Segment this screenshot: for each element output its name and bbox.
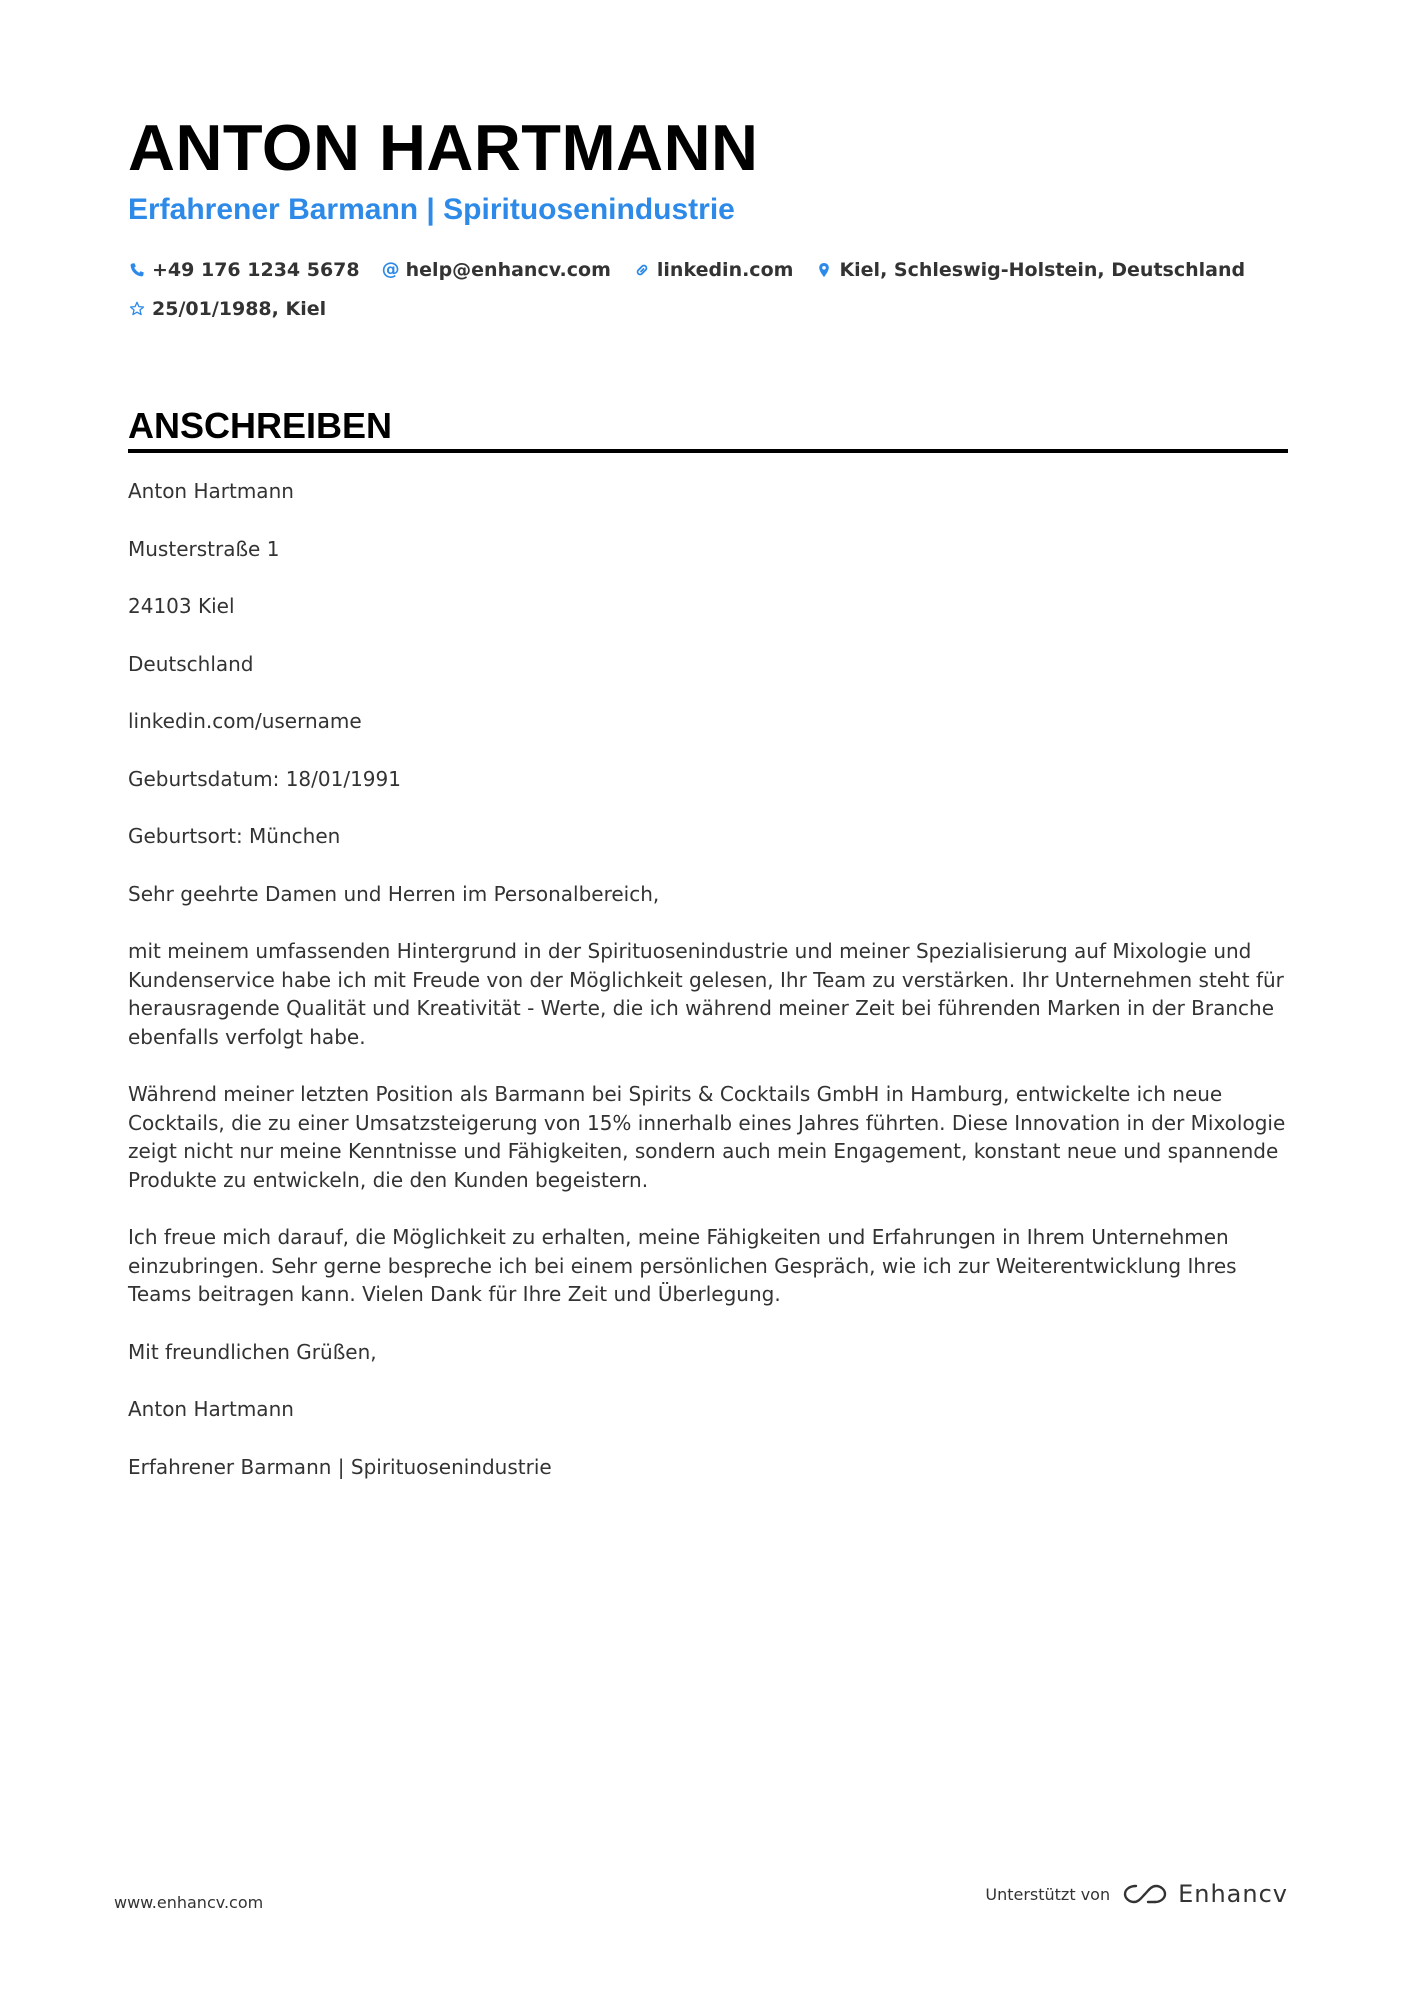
letter-paragraph: Erfahrener Barmann | Spirituosenindustrie (128, 1454, 552, 1479)
birth-text: 25/01/1988, Kiel (152, 298, 327, 320)
contact-birth (128, 298, 326, 320)
section-title: ANSCHREIBEN (128, 405, 393, 446)
location-pin-icon (815, 261, 833, 279)
letter-paragraph: Deutschland (128, 651, 254, 676)
letter-paragraph: linkedin.com/username (128, 709, 362, 733)
letter-paragraph: 24103 Kiel (128, 594, 235, 618)
contact-row-2 (128, 291, 1288, 327)
section-divider (128, 449, 1288, 453)
letter-paragraph: Ich freue mich darauf, die Möglichkeit zu erhalten, meine Fähigkeiten und Erfahrungen in Ihrem Unternehmen einzubringen. Sehr gerne bespreche ich bei einem persönlichen Gespräch, wie ich zur Weiterentwicklung Ihres Teams beitragen kann. Vielen Dank für Ihre Zeit und Überlegung. (128, 1225, 1237, 1306)
footer-url: www.enhancv.com (114, 1893, 264, 1912)
letter-paragraph: Geburtsdatum: 18/01/1991 (128, 766, 401, 791)
letter-paragraph: Während meiner letzten Position als Barmann bei Spirits & Cocktails GmbH in Hamburg, entwickelte ich neue Cocktails, die zu einer Umsatzsteigerung von 15% innerhalb eines Jahres führten. Diese Innovation in der Mixologie zeigt nicht nur meine Kenntnisse und Fähigkeiten, sondern auch mein Engagement, konstant neue und spannende Produkte zu entwickeln, die den Kunden begeistern. (128, 1082, 1286, 1192)
candidate-title: Erfahrener Barmann | Spirituosenindustrie (128, 193, 735, 226)
letter-paragraph: Anton Hartmann (128, 479, 294, 503)
letter-paragraph: Geburtsort: München (128, 824, 341, 848)
enhancv-brand: Enhancv (1178, 1880, 1288, 1908)
contact-link (633, 259, 794, 281)
location-text: Kiel, Schleswig-Holstein, Deutschland (839, 259, 1246, 281)
contact-email (382, 259, 611, 281)
contact-info (128, 252, 1288, 330)
letter-body (128, 477, 1288, 1510)
phone-text: +49 176 1234 5678 (152, 259, 360, 281)
contact-row-1 (128, 252, 1288, 288)
link-text: linkedin.com (656, 259, 794, 281)
contact-phone (128, 259, 360, 281)
letter-paragraph: Musterstraße 1 (128, 536, 280, 561)
contact-location (815, 259, 1245, 281)
letter-paragraph: mit meinem umfassenden Hintergrund in der Spirituosenindustrie und meiner Spezialisierung auf Mixologie und Kundenservice habe ich mit Freude von der Möglichkeit gelesen, Ihr Team zu verstärken. Ihr Unternehmen steht für herausragende Qualität und Kreativität - Werte, die ich während meiner Zeit bei führenden Marken in der Branche ebenfalls verfolgt habe. (128, 939, 1284, 1049)
phone-icon (128, 261, 146, 279)
link-icon (633, 261, 651, 279)
letter-paragraph: Mit freundlichen Grüßen, (128, 1339, 377, 1364)
enhancv-logo-icon (1122, 1881, 1168, 1907)
letter-paragraph: Sehr geehrte Damen und Herren im Personalbereich, (128, 881, 660, 906)
candidate-name: ANTON HARTMANN (128, 111, 759, 184)
letter-paragraph: Anton Hartmann (128, 1397, 294, 1421)
at-icon: @ (381, 259, 400, 280)
powered-by-label: Unterstützt von (985, 1884, 1111, 1904)
powered-by (985, 1880, 1288, 1908)
star-icon (128, 300, 146, 318)
email-text: help@enhancv.com (405, 259, 611, 281)
